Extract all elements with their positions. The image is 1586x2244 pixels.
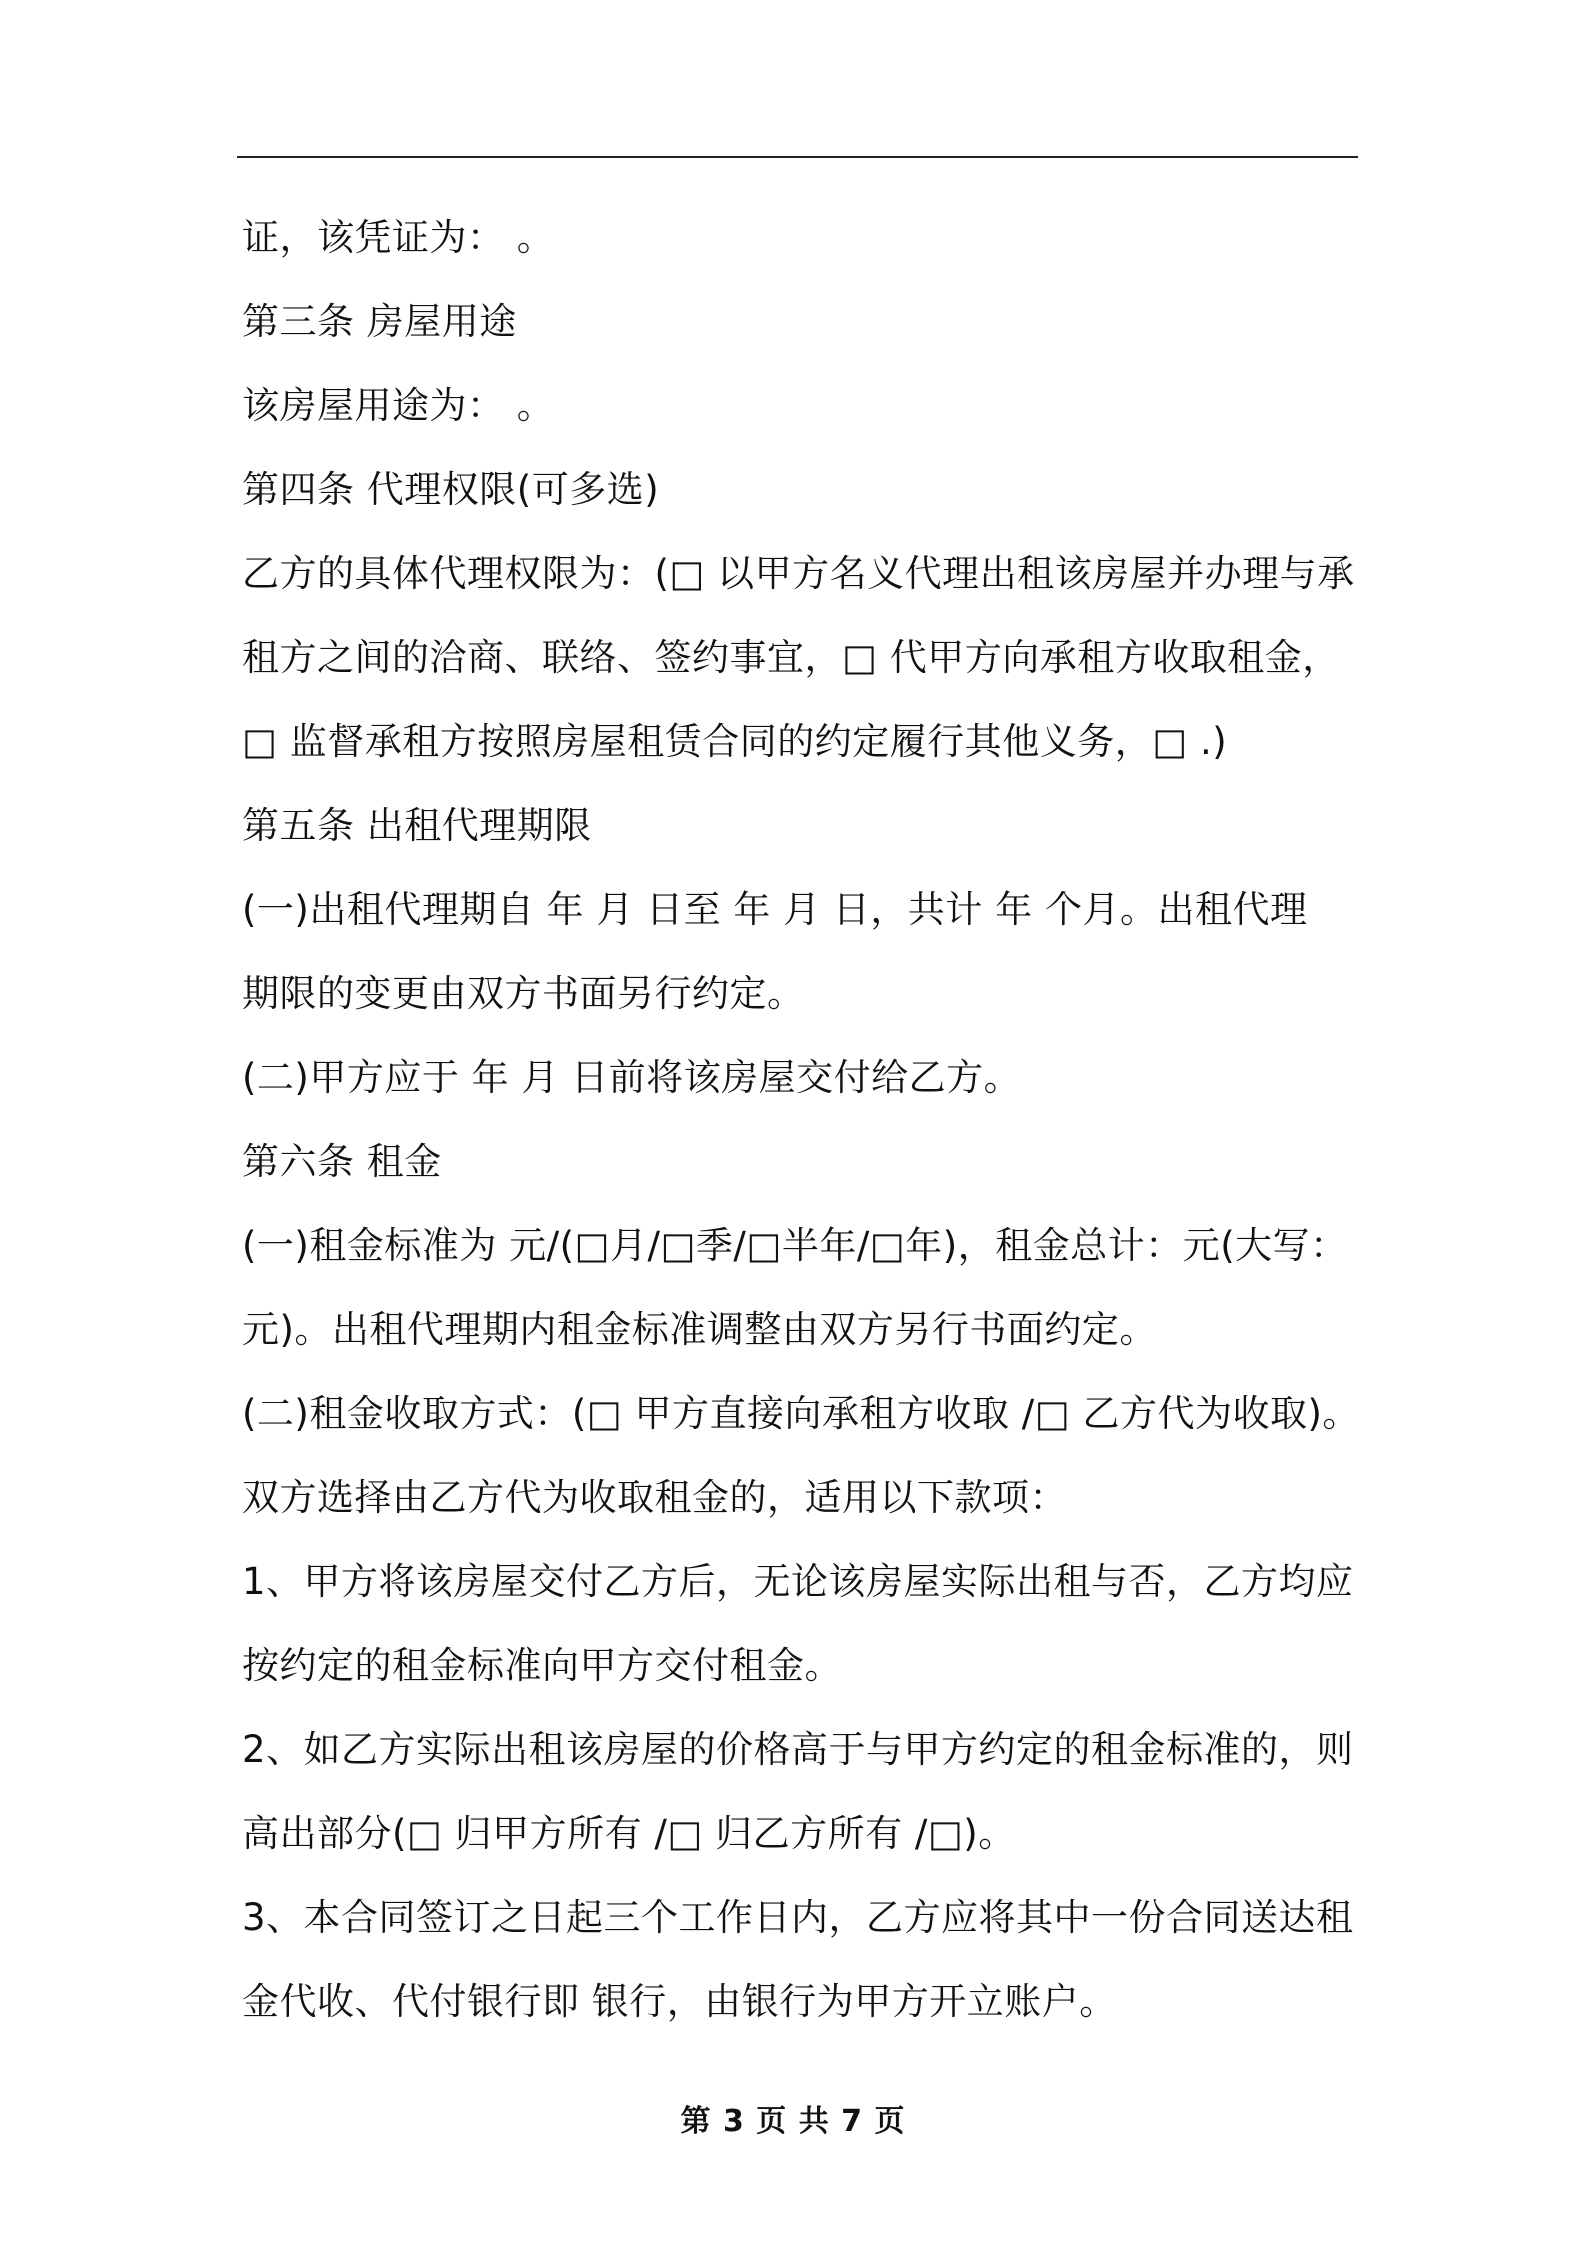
document-body xyxy=(242,196,1358,2044)
text-line: 该房屋用途为： 。 xyxy=(242,384,555,427)
text-line: (二)租金收取方式：(□ 甲方直接向承租方收取 /□ 乙方代为收取)。 xyxy=(242,1392,1360,1435)
text-line: 3、本合同签订之日起三个工作日内，乙方应将其中一份合同送达租 xyxy=(242,1896,1354,1939)
page-number: 第 3 页 共 7 页 xyxy=(680,2104,906,2139)
text-line: (一)出租代理期自 年 月 日至 年 月 日，共计 年 个月。出租代理 xyxy=(242,888,1308,931)
text-line: 高出部分(□ 归甲方所有 /□ 归乙方所有 /□)。 xyxy=(242,1812,1016,1855)
article-heading: 第五条 出租代理期限 xyxy=(242,804,592,847)
article-heading: 第四条 代理权限(可多选) xyxy=(242,468,660,511)
text-line: 按约定的租金标准向甲方交付租金。 xyxy=(242,1644,842,1687)
text-line: 金代收、代付银行即 银行，由银行为甲方开立账户。 xyxy=(242,1980,1117,2023)
text-line: 1、甲方将该房屋交付乙方后，无论该房屋实际出租与否，乙方均应 xyxy=(242,1560,1354,1603)
text-line: 元)。出租代理期内租金标准调整由双方另行书面约定。 xyxy=(242,1308,1157,1351)
article-heading: 第三条 房屋用途 xyxy=(242,300,517,343)
article-heading: 第六条 租金 xyxy=(242,1140,442,1183)
text-line: (二)甲方应于 年 月 日前将该房屋交付给乙方。 xyxy=(242,1056,1022,1099)
text-line: (一)租金标准为 元/(□月/□季/□半年/□年)，租金总计：元(大写： xyxy=(242,1224,1348,1267)
text-line: □ 监督承租方按照房屋租赁合同的约定履行其他义务，□ .) xyxy=(242,720,1228,763)
text-line: 租方之间的洽商、联络、签约事宜，□ 代甲方向承租方收取租金， xyxy=(242,636,1340,679)
text-line: 乙方的具体代理权限为：(□ 以甲方名义代理出租该房屋并办理与承 xyxy=(242,552,1355,595)
header-rule xyxy=(237,156,1358,158)
text-line: 2、如乙方实际出租该房屋的价格高于与甲方约定的租金标准的，则 xyxy=(242,1728,1354,1771)
text-line: 证，该凭证为： 。 xyxy=(242,216,555,259)
text-line: 双方选择由乙方代为收取租金的，适用以下款项： xyxy=(242,1476,1067,1519)
text-line: 期限的变更由双方书面另行约定。 xyxy=(242,972,805,1015)
